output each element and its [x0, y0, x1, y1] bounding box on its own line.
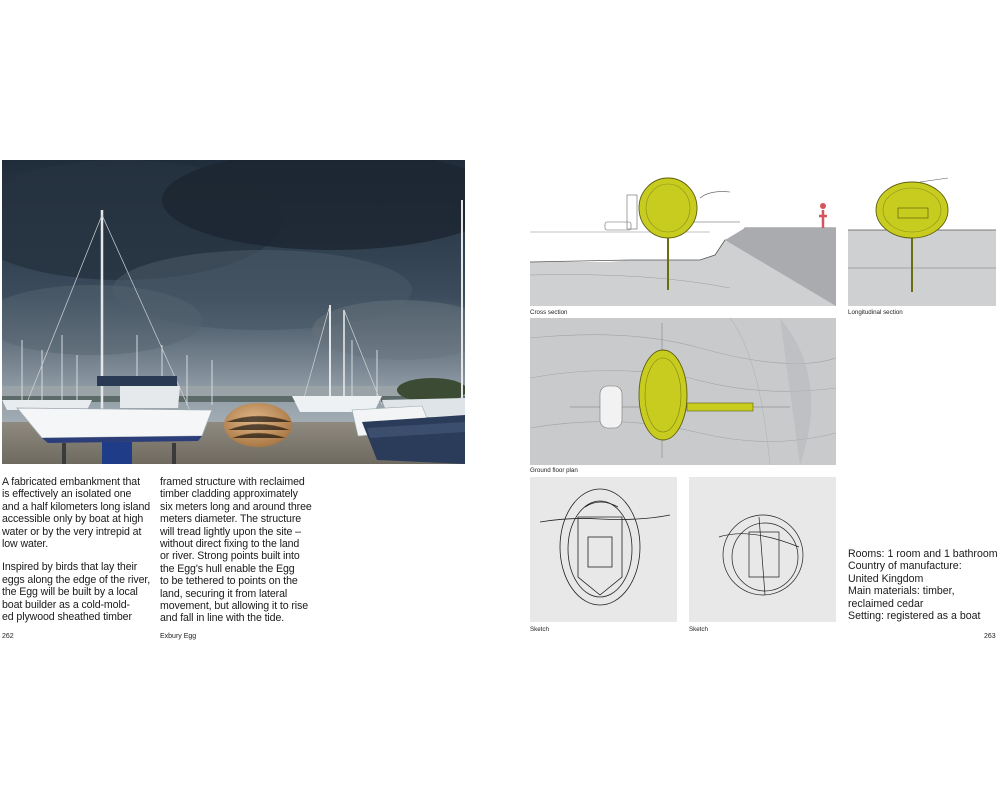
longitudinal-section-drawing — [848, 160, 996, 306]
cross-section-drawing — [530, 160, 836, 306]
page-number-right: 263 — [984, 633, 996, 640]
caption-sketch-1: Sketch — [530, 626, 549, 633]
running-title: Exbury Egg — [160, 633, 197, 640]
paragraph-2: Inspired by birds that lay their eggs along the edge of the river, the Egg will be built by a local boat builder as a cold-mold- ed plywood sheathed timber — [2, 561, 151, 624]
paragraph-3: framed structure with reclaimed timber cladding approximately six meters long and around three meters diameter. The structure will tread lightly upon the site – without direct fixing to the land or river. Strong points built into the Egg's hull enable the Egg to be tethered to points on the land, securing it from lateral movement, but allowing it to rise and fall in line with the tide. — [160, 476, 312, 625]
project-specs: Rooms: 1 room and 1 bathroom Country of manufacture: United Kingdom Main materials: timber, reclaimed cedar Setting: registered as a boat — [848, 548, 998, 623]
harbour-photo — [2, 160, 465, 464]
caption-longitudinal-section: Longitudinal section — [848, 309, 903, 316]
caption-cross-section: Cross section — [530, 309, 568, 316]
caption-ground-floor-plan: Ground floor plan — [530, 467, 578, 474]
sketch-drawing-1 — [530, 477, 677, 622]
body-text-column-2 — [160, 476, 320, 636]
caption-sketch-2: Sketch — [689, 626, 708, 633]
paragraph-1: A fabricated embankment that is effectively an isolated one and a half kilometers long island accessible only by boat at high water or by the very intrepid at low water. — [2, 476, 151, 551]
page-number-left: 262 — [2, 633, 14, 640]
sketch-drawing-2 — [689, 477, 836, 622]
body-text-column-1 — [2, 476, 162, 634]
ground-floor-plan-drawing — [530, 318, 836, 465]
